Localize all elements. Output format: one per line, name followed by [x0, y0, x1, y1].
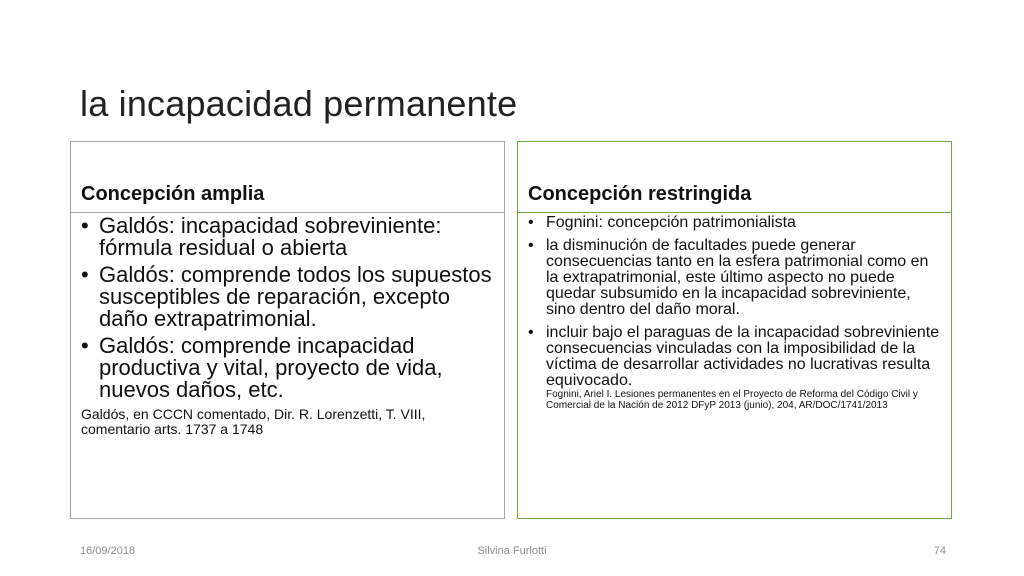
footer-page-number: 74: [933, 545, 946, 557]
panel-header: [518, 142, 951, 213]
panel-heading: Concepción restringida: [528, 183, 752, 205]
panel-heading: Concepción amplia: [81, 183, 265, 205]
list-item-text: incluir bajo el paraguas de la incapacidad sobreviniente consecuencias vinculadas con la imposibilidad de la víctima de desarrollar actividades no lucrativas resulta equivocado.: [546, 324, 940, 389]
bullet-list: [528, 215, 943, 411]
source-note: Galdós, en CCCN comentado, Dir. R. Lorenzetti, T. VIII, comentario arts. 1737 a 1748: [81, 406, 426, 437]
list-item: • Galdós: comprende todos los supuestos susceptibles de reparación, excepto daño extrapatrimonial.: [81, 264, 496, 330]
panel-body: [71, 213, 504, 437]
panel-concepcion-amplia: [70, 141, 505, 519]
list-item: • Galdós: incapacidad sobreviniente: fórmula residual o abierta: [81, 215, 496, 259]
list-item: • Galdós: comprende incapacidad productiva y vital, proyecto de vida, nuevos daños, etc.: [81, 335, 496, 401]
bullet-list: [81, 215, 496, 401]
panel-body: [518, 213, 951, 411]
list-item: • la disminución de facultades puede generar consecuencias tanto en la esfera patrimonial como en la extrapatrimonial, este último aspecto no puede quedar subsumido en la incapacidad sobreviniente, sino dentro del daño moral.: [528, 238, 943, 318]
panel-concepcion-restringida: [517, 141, 952, 519]
reference-citation: Fognini, Ariel I. Lesiones permanentes en el Proyecto de Reforma del Código Civil y Comercial de la Nación de 2012 DFyP 2013 (junio), 204, AR/DOC/1741/2013: [546, 389, 918, 411]
list-item: • Fognini: concepción patrimonialista: [528, 215, 943, 231]
footer-date: 16/09/2018: [80, 545, 136, 557]
slide-title: la incapacidad permanente: [80, 83, 518, 124]
panel-header: [71, 142, 504, 213]
list-item: [528, 325, 943, 411]
footer-author: Silvina Furlotti: [477, 545, 547, 557]
